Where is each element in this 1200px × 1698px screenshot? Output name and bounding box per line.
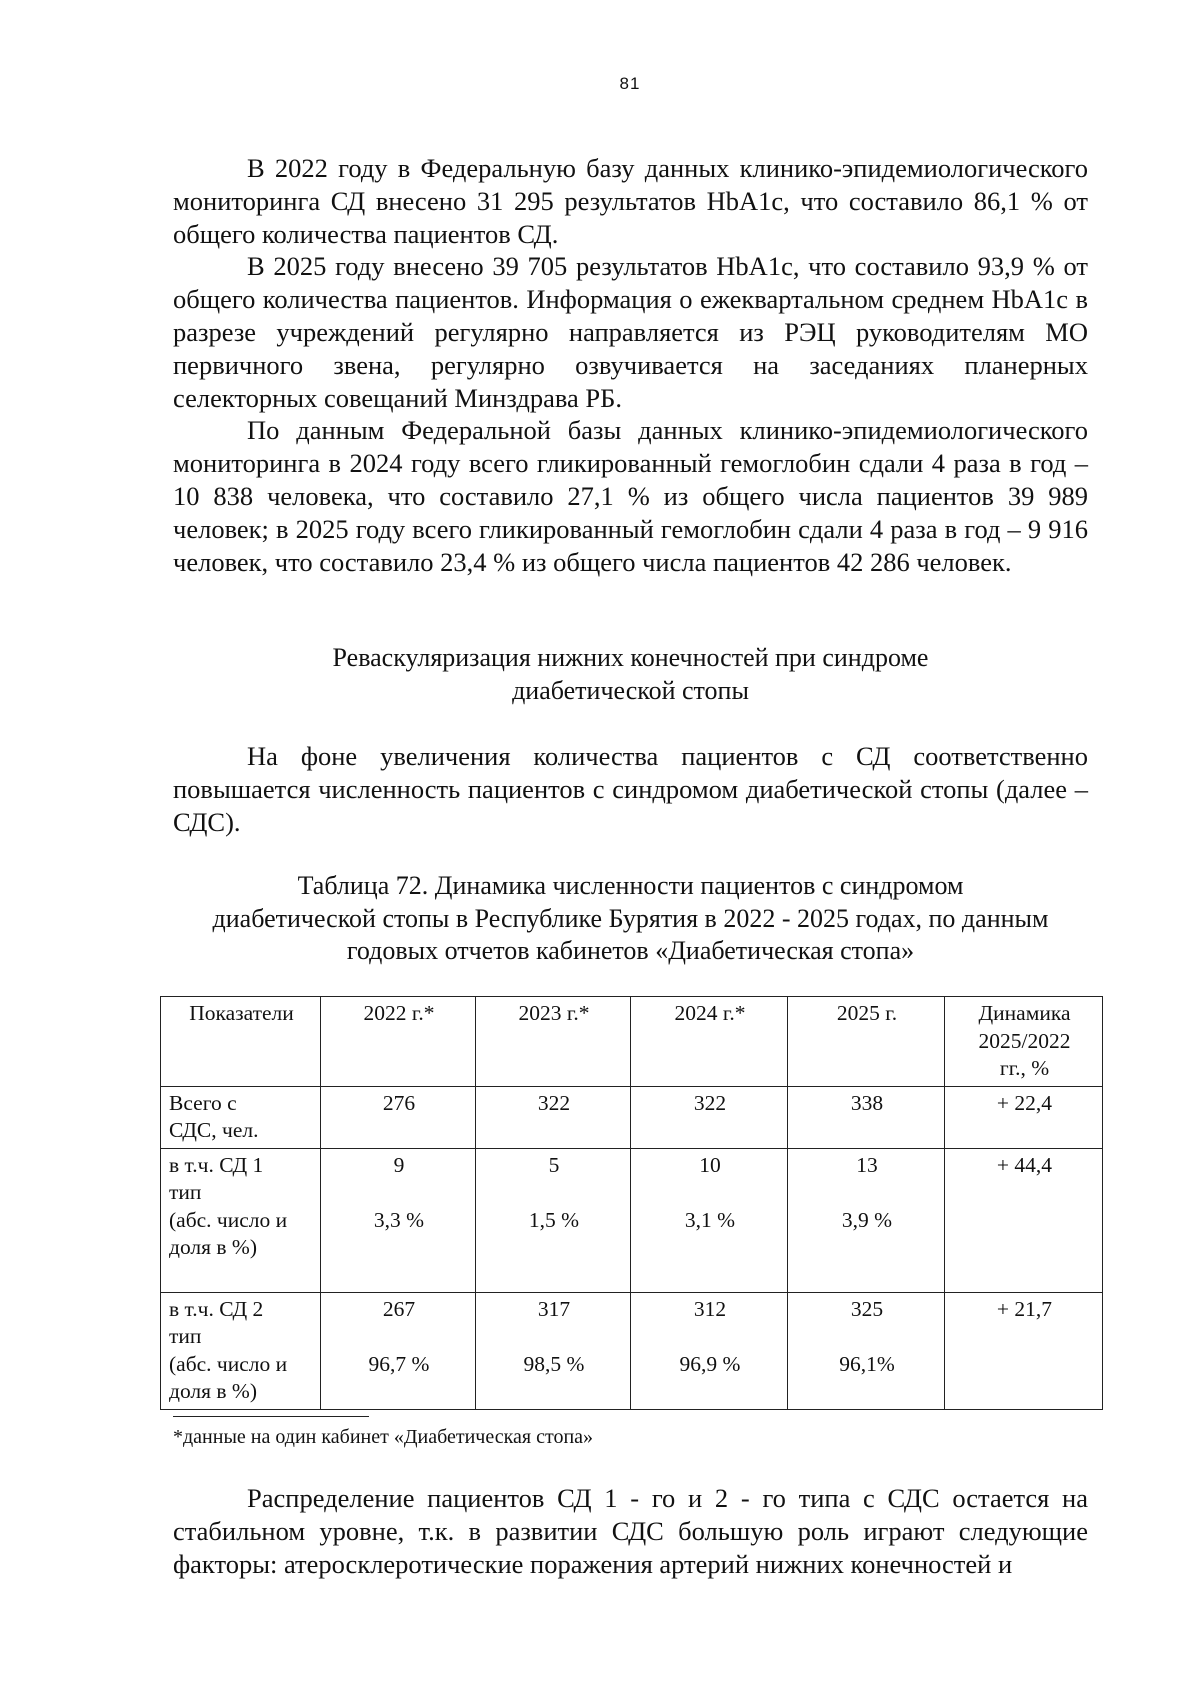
cell-abs-value: 267 (382, 1296, 416, 1321)
cell-abs-value: 325 (850, 1296, 884, 1321)
section-heading-line: диабетической стопы (512, 675, 749, 705)
cell-abs-value: 5 (548, 1152, 560, 1177)
header-dynamics-line: гг., % (999, 1056, 1050, 1080)
row-type2-label (161, 1292, 321, 1409)
cell-type2-2022 (321, 1292, 476, 1409)
cell-pct-value: 96,1% (839, 1351, 895, 1376)
row-label-line: (абс. число и (169, 1351, 288, 1376)
header-indicator: Показатели (161, 997, 321, 1087)
table-row-total (161, 1086, 1103, 1148)
cell-type1-2024 (631, 1148, 788, 1292)
cell-pct-value: 96,7 % (368, 1351, 430, 1376)
footnote-divider (173, 1416, 369, 1417)
row-label-line: тип (169, 1324, 202, 1348)
row-label-line: СДС, чел. (169, 1118, 259, 1142)
row-label-line: в т.ч. СД 1 (169, 1152, 264, 1177)
cell-total-2025: 338 (788, 1086, 945, 1148)
cell-abs-value: 13 (856, 1152, 878, 1177)
cell-type2-2024 (631, 1292, 788, 1409)
header-2023: 2023 г.* (476, 997, 631, 1087)
cell-abs-value: 312 (693, 1296, 727, 1321)
cell-abs-value: 9 (393, 1152, 405, 1177)
paragraph-sds-distribution: Распределение пациентов СД 1 - го и 2 - го типа с СДС остается на стабильном уровне, т.к. в развитии СДС большую роль играют следующие факторы: атеросклеротические поражения артерий нижних конечностей и (173, 1483, 1088, 1579)
cell-type2-2025 (788, 1292, 945, 1409)
page-number: 81 (619, 74, 641, 93)
header-2024: 2024 г.* (631, 997, 788, 1087)
cell-abs-value: 10 (699, 1152, 721, 1177)
row-label-line: (абс. число и (169, 1207, 288, 1232)
table-caption (173, 870, 1088, 968)
paragraph-sds-growth: На фоне увеличения количества пациентов с СД соответственно повышается численность пациентов с синдромом диабетической стопы (далее – СДС). (173, 741, 1088, 837)
cell-pct-value: 98,5 % (523, 1351, 585, 1376)
header-dynamics-line: Динамика (978, 1001, 1071, 1025)
header-2022: 2022 г.* (321, 997, 476, 1087)
cell-pct-value: 3,1 % (684, 1207, 736, 1232)
cell-pct-value: 3,3 % (373, 1207, 425, 1232)
table-row-type2 (161, 1292, 1103, 1409)
table-caption-line: диабетической стопы в Республике Бурятия в 2022 - 2025 годах, по данным (212, 903, 1049, 933)
cell-type1-2023 (476, 1148, 631, 1292)
row-label-line: доля в %) (169, 1235, 257, 1259)
row-label-line: доля в %) (169, 1379, 257, 1403)
table-caption-line: годовых отчетов кабинетов «Диабетическая стопа» (346, 936, 915, 965)
cell-total-2022: 276 (321, 1086, 476, 1148)
paragraph-hba1c-2022: В 2022 году в Федеральную базу данных клинико-эпидемиологического мониторинга СД внесено 31 295 результатов HbA1c, что составило 86,1 % от общего количества пациентов СД. (173, 153, 1088, 249)
section-heading (173, 642, 1088, 707)
cell-type1-2022 (321, 1148, 476, 1292)
header-dynamics-line: 2025/2022 (978, 1028, 1071, 1053)
row-label-line: тип (169, 1180, 202, 1204)
cell-pct-value: 1,5 % (528, 1207, 580, 1232)
sds-distribution-text-block (173, 1482, 1088, 1580)
table-header-row (161, 997, 1103, 1087)
cell-type2-dynamics: + 21,7 (945, 1292, 1103, 1409)
header-dynamics (945, 997, 1103, 1087)
sds-dynamics-table (160, 996, 1103, 1410)
cell-type2-2023 (476, 1292, 631, 1409)
row-label-line: в т.ч. СД 2 (169, 1296, 264, 1321)
paragraph-glycated-hemoglobin: По данным Федеральной базы данных клинико-эпидемиологического мониторинга в 2024 году всего гликированный гемоглобин сдали 4 раза в год – 10 838 человека, что составило 27,1 % из общего числа пациентов 39 989 человек; в 2025 году всего гликированный гемоглобин сдали 4 раза в год – 9 916 человек, что составило 23,4 % из общего числа пациентов 42 286 человек. (173, 415, 1088, 577)
cell-type1-dynamics: + 44,4 (945, 1148, 1103, 1292)
row-label-line: Всего с (169, 1090, 237, 1115)
intro-text-block (173, 152, 1088, 578)
cell-total-dynamics: + 22,4 (945, 1086, 1103, 1148)
cell-pct-value: 96,9 % (679, 1351, 741, 1376)
sds-intro-text-block (173, 740, 1088, 838)
footnote: *данные на один кабинет «Диабетическая стопа» (173, 1426, 594, 1448)
header-2025: 2025 г. (788, 997, 945, 1087)
row-type1-label (161, 1148, 321, 1292)
paragraph-hba1c-2025: В 2025 году внесено 39 705 результатов HbA1c, что составило 93,9 % от общего количества пациентов. Информация о ежеквартальном среднем HbA1c в разрезе учреждений регулярно направляется из РЭЦ руководителям МО первичного звена, регулярно озвучивается на заседаниях планерных селекторных совещаний Минздрава РБ. (173, 251, 1088, 413)
cell-type1-2025 (788, 1148, 945, 1292)
table-caption-line: Таблица 72. Динамика численности пациентов с синдромом (297, 871, 964, 900)
row-total-label (161, 1086, 321, 1148)
section-heading-line: Реваскуляризация нижних конечностей при синдроме (332, 643, 929, 672)
cell-total-2024: 322 (631, 1086, 788, 1148)
cell-abs-value: 317 (537, 1296, 571, 1321)
cell-pct-value: 3,9 % (841, 1207, 893, 1232)
cell-total-2023: 322 (476, 1086, 631, 1148)
table-row-type1 (161, 1148, 1103, 1292)
